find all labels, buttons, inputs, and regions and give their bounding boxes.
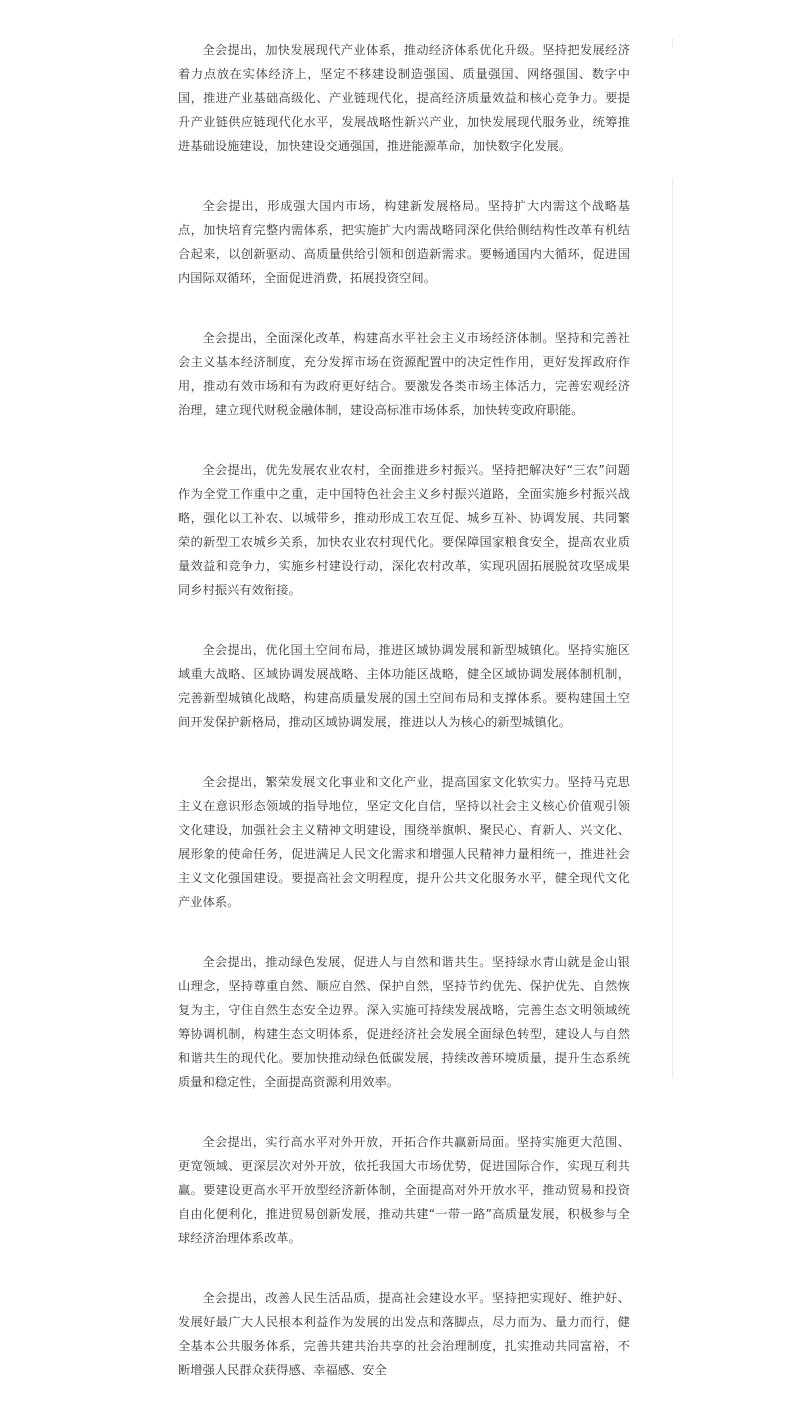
paragraph-livelihood: 全会提出，改善人民生活品质，提高社会建设水平。坚持把实现好、维护好、发展好最广大人民根本利益作为发展的出发点和落脚点，尽力而为、量力而行，健全基本公共服务体系，完善共建共治共享的社会治理制度，扎实推动共同富裕，不断增强人民群众获得感、幸福感、安全 (178, 1291, 630, 1377)
paragraph-culture: 全会提出，繁荣发展文化事业和文化产业，提高国家文化软实力。坚持马克思主义在意识形态领域的指导地位，坚定文化自信，坚持以社会主义核心价值观引领文化建设，加强社会主义精神文明建设，围绕举旗帜、聚民心、育新人、兴文化、展形象的使命任务，促进满足人民文化需求和增强人民精神力量相统一，推进社会主义文化强国建设。要提高社会文明程度，提升公共文化服务水平，健全现代文化产业体系。 (178, 775, 630, 909)
paragraph-industry: 全会提出，加快发展现代产业体系，推动经济体系优化升级。坚持把发展经济着力点放在实体经济上，坚定不移建设制造强国、质量强国、网络强国、数字中国，推进产业基础高级化、产业链现代化，提高经济质量效益和核心竞争力。要提升产业链供应链现代化水平，发展战略性新兴产业，加快发展现代服务业，统筹推进基础设施建设，加快建设交通强国，推进能源革命，加快数字化发展。 (178, 43, 630, 153)
paragraph-territorial-layout: 全会提出，优化国土空间布局，推进区域协调发展和新型城镇化。坚持实施区域重大战略、区域协调发展战略、主体功能区战略，健全区域协调发展体制机制，完善新型城镇化战略，构建高质量发展的国土空间布局和支撑体系。要构建国土空间开发保护新格局，推动区域协调发展，推进以人为核心的新型城镇化。 (178, 643, 630, 729)
column-divider-top (672, 38, 673, 48)
column-divider (672, 178, 673, 1078)
paragraph-reform: 全会提出，全面深化改革，构建高水平社会主义市场经济体制。坚持和完善社会主义基本经济制度，充分发挥市场在资源配置中的决定性作用，更好发挥政府作用，推动有效市场和有为政府更好结合。要激发各类市场主体活力，完善宏观经济治理，建立现代财税金融体制，建设高标准市场体系，加快转变政府职能。 (178, 331, 630, 417)
paragraph-domestic-market: 全会提出，形成强大国内市场，构建新发展格局。坚持扩大内需这个战略基点，加快培育完整内需体系，把实施扩大内需战略同深化供给侧结构性改革有机结合起来，以创新驱动、高质量供给引领和创造新需求。要畅通国内大循环，促进国内国际双循环，全面促进消费，拓展投资空间。 (178, 199, 630, 285)
article-body (178, 38, 630, 1418)
paragraph-opening-up: 全会提出，实行高水平对外开放，开拓合作共赢新局面。坚持实施更大范围、更宽领域、更深层次对外开放，依托我国大市场优势，促进国际合作，实现互利共赢。要建设更高水平开放型经济新体制，全面提高对外开放水平，推动贸易和投资自由化便利化，推进贸易创新发展，推动共建“一带一路”高质量发展，积极参与全球经济治理体系改革。 (178, 1135, 630, 1245)
paragraph-green-development: 全会提出，推动绿色发展，促进人与自然和谐共生。坚持绿水青山就是金山银山理念，坚持尊重自然、顺应自然、保护自然，坚持节约优先、保护优先、自然恢复为主，守住自然生态安全边界。深入实施可持续发展战略，完善生态文明领域统筹协调机制，构建生态文明体系，促进经济社会发展全面绿色转型，建设人与自然和谐共生的现代化。要加快推动绿色低碳发展，持续改善环境质量，提升生态系统质量和稳定性，全面提高资源利用效率。 (178, 955, 630, 1089)
paragraph-agriculture: 全会提出，优先发展农业农村，全面推进乡村振兴。坚持把解决好“三农”问题作为全党工作重中之重，走中国特色社会主义乡村振兴道路，全面实施乡村振兴战略，强化以工补农、以城带乡，推动形成工农互促、城乡互补、协调发展、共同繁荣的新型工农城乡关系，加快农业农村现代化。要保障国家粮食安全，提高农业质量效益和竞争力，实施乡村建设行动，深化农村改革，实现巩固拓展脱贫攻坚成果同乡村振兴有效衔接。 (178, 463, 630, 597)
